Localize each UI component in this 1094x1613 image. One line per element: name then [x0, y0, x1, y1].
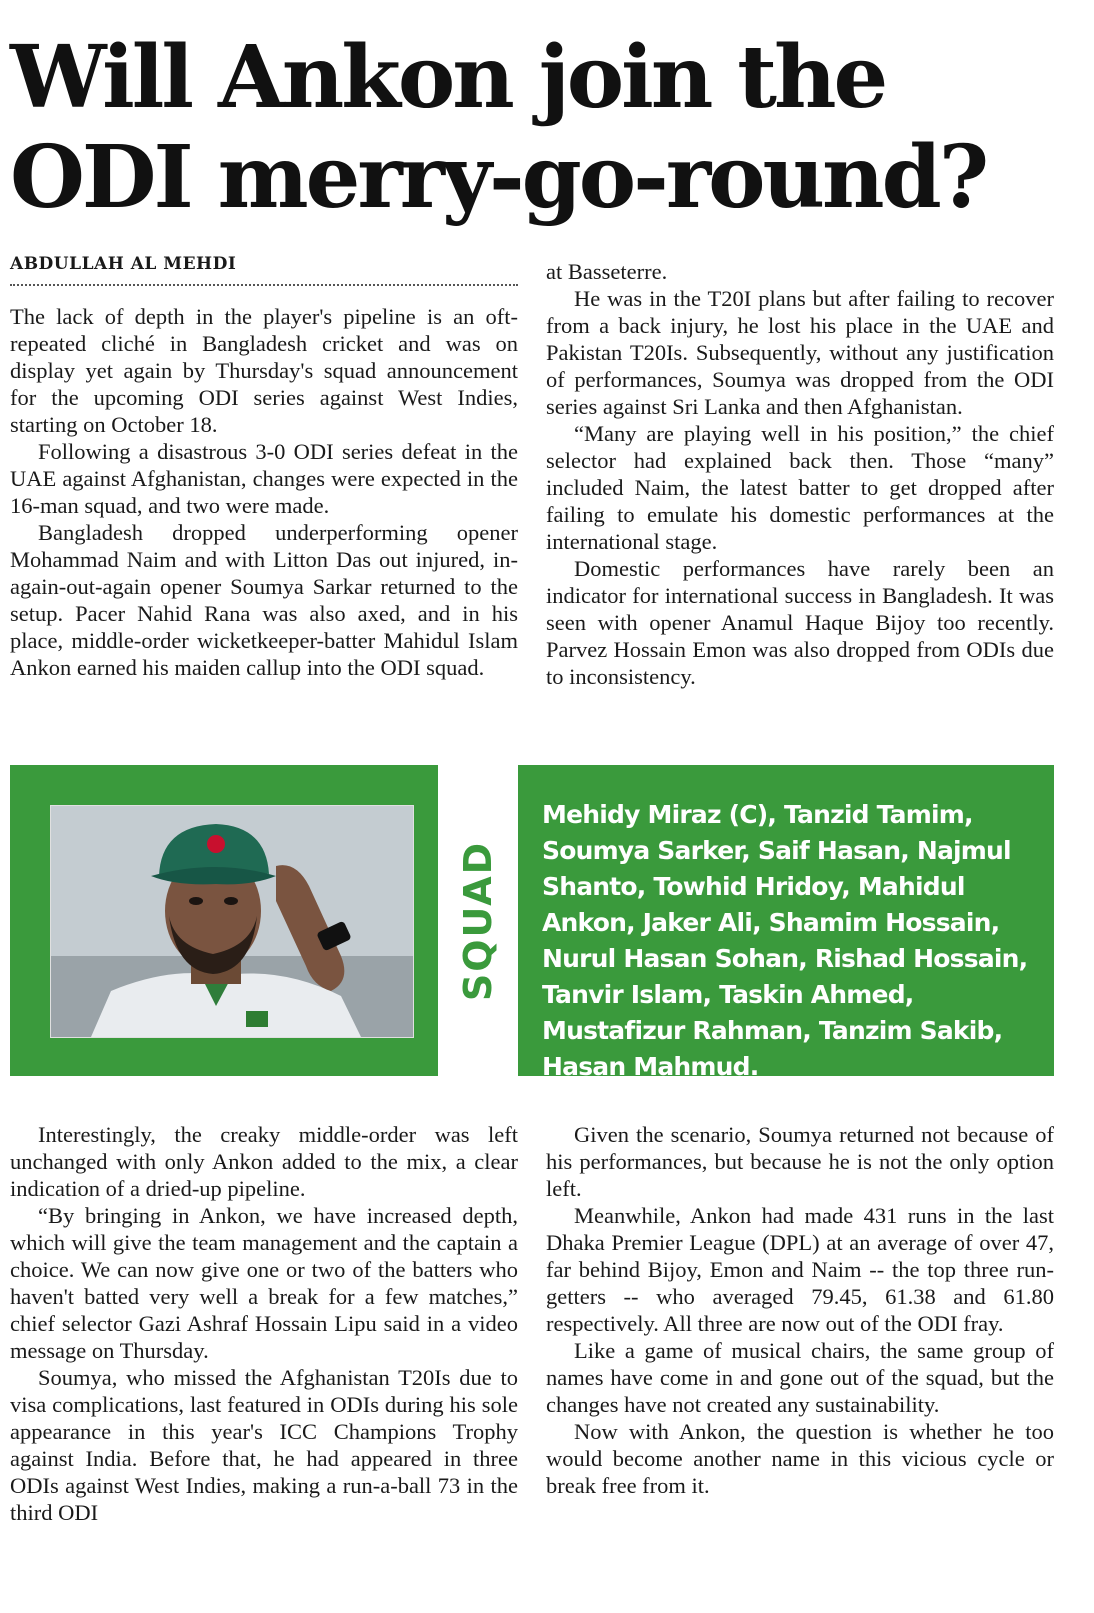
paragraph: Meanwhile, Ankon had made 431 runs in the last Dhaka Premier League (DPL) at an average of over 47, far behind Bijoy, Emon and Naim -- the top three run-getters -- who averaged 79.45, 61.38 and 61.80 respectively. All three are now out of the ODI fray. — [546, 1203, 1054, 1336]
player-illustration — [51, 806, 413, 1037]
paragraph: “By bringing in Ankon, we have increased depth, which will give the team management and the captain a choice. We can now give one or two of the batters who haven't batted very well a break for a few matches,” chief selector Gazi Ashraf Hossain Lipu said in a video message on Thursday. — [10, 1203, 518, 1363]
article-column-4 — [546, 1121, 1054, 1499]
paragraph: Interestingly, the creaky middle-order was left unchanged with only Ankon added to the mix, a clear indication of a dried-up pipeline. — [10, 1122, 518, 1201]
paragraph: Following a disastrous 3-0 ODI series defeat in the UAE against Afghanistan, changes were expected in the 16-man squad, and two were made. — [10, 439, 518, 518]
article-column-3 — [10, 1121, 518, 1526]
paragraph: The lack of depth in the player's pipeline is an oft-repeated cliché in Bangladesh cricket and was on display yet again by Thursday's squad announcement for the upcoming ODI series against West Indies, starting on October 18. — [10, 304, 518, 437]
squad-label-text: SQUAD — [456, 840, 500, 1001]
squad-label — [438, 765, 518, 1076]
paragraph: Like a game of musical chairs, the same group of names have come in and gone out of the squad, but the changes have not created any sustainability. — [546, 1338, 1054, 1417]
headline: Will Ankon join the ODI merry-go-round? — [10, 27, 987, 228]
paragraph: Soumya, who missed the Afghanistan T20Is due to visa complications, last featured in ODIs during his sole appearance in this year's ICC Champions Trophy against India. Before that, he had appeared in three ODIs against West Indies, making a run-a-ball 73 in the third ODI — [10, 1365, 518, 1525]
player-photo — [50, 805, 414, 1038]
photo-panel — [10, 765, 438, 1076]
squad-list: Mehidy Miraz (C), Tanzid Tamim, Soumya Sarker, Saif Hasan, Najmul Shanto, Towhid Hridoy, Mahidul Ankon, Jaker Ali, Shamim Hossain, Nurul Hasan Sohan, Rishad Hossain, Tanvir Islam, Taskin Ahmed, Mustafizur Rahman, Tanzim Sakib, Hasan Mahmud. — [542, 800, 1028, 1081]
paragraph: Given the scenario, Soumya returned not because of his performances, but because he is not the only option left. — [546, 1122, 1054, 1201]
paragraph: “Many are playing well in his position,” the chief selector had explained back then. Those “many” included Naim, the latest batter to get dropped after failing to emulate his domestic performances at the international stage. — [546, 421, 1054, 554]
paragraph: Bangladesh dropped underperforming opener Mohammad Naim and with Litton Das out injured, in-again-out-again opener Soumya Sarkar returned to the setup. Pacer Nahid Rana was also axed, and in his place, middle-order wicketkeeper-batter Mahidul Islam Ankon earned his maiden callup into the ODI squad. — [10, 520, 518, 680]
byline: ABDULLAH AL MEHDI — [10, 254, 518, 286]
article-column-2 — [546, 258, 1054, 690]
paragraph: He was in the T20I plans but after failing to recover from a back injury, he lost his place in the UAE and Pakistan T20Is. Subsequently, without any justification of performances, Soumya was dropped from the ODI series against Sri Lanka and then Afghanistan. — [546, 286, 1054, 419]
squad-box — [10, 765, 1054, 1081]
paragraph: at Basseterre. — [546, 259, 668, 284]
paragraph: Now with Ankon, the question is whether he too would become another name in this vicious cycle or break free from it. — [546, 1419, 1054, 1498]
paragraph: Domestic performances have rarely been an indicator for international success in Bangladesh. It was seen with opener Anamul Haque Bijoy too recently. Parvez Hossain Emon was also dropped from ODIs due to inconsistency. — [546, 556, 1054, 689]
article-column-1 — [10, 303, 518, 681]
